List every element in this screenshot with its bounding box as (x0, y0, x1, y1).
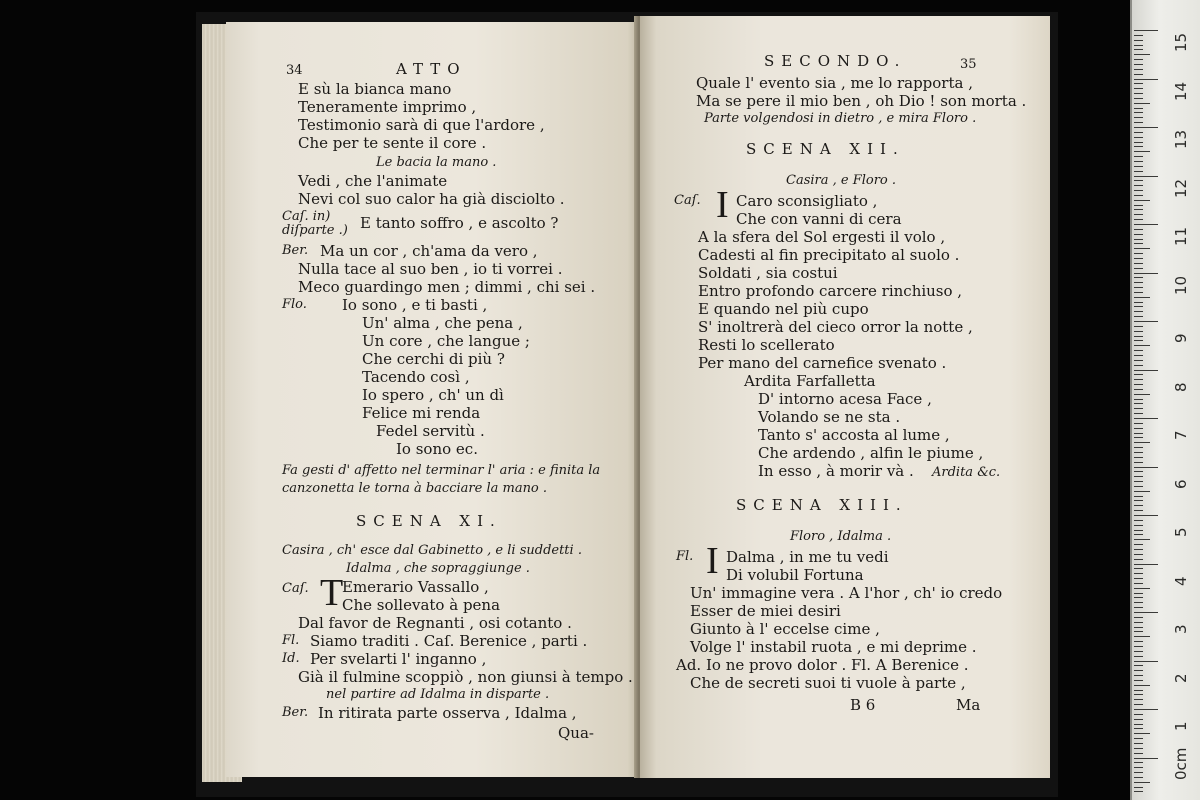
ruler-tick (1134, 374, 1143, 375)
ruler-tick (1134, 345, 1150, 346)
aria-line: D' intorno acesa Face , (758, 390, 932, 408)
ruler-tick (1134, 379, 1143, 380)
ruler-tick (1134, 525, 1143, 526)
verse-line: Nulla tace al suo ben , io ti vorrei . (298, 260, 563, 278)
verse-line: Teneramente imprimo , (298, 98, 477, 116)
ruler-tick (1134, 200, 1150, 201)
ruler-tick (1134, 544, 1143, 545)
ruler-tick (1134, 515, 1158, 516)
speaker-label: Ber. (282, 705, 309, 720)
ruler-tick (1134, 481, 1143, 482)
ruler-tick (1134, 253, 1143, 254)
measurement-ruler (1130, 0, 1200, 800)
verse-line: Cadesti al fin precipitato al suolo . (698, 246, 960, 264)
ruler-tick (1134, 597, 1143, 598)
ruler-tick (1134, 302, 1143, 303)
ruler-tick (1134, 263, 1143, 264)
ruler-tick (1134, 195, 1143, 196)
speaker-label: diſparte .) (282, 223, 348, 238)
ruler-tick (1134, 316, 1143, 317)
ruler-tick (1134, 340, 1143, 341)
scene-heading: SCENA XIII. (736, 496, 908, 514)
verse-line: E tanto soffro , e ascolto ? (360, 214, 559, 232)
drop-cap: I (716, 184, 729, 226)
speaker-label: Fl. (676, 549, 694, 564)
ruler-label: 12 (1172, 178, 1190, 198)
ruler-tick (1134, 287, 1143, 288)
verse-line: Di volubil Fortuna (726, 566, 864, 584)
ruler-tick (1134, 704, 1143, 705)
ruler-tick (1134, 690, 1143, 691)
ruler-tick (1134, 88, 1143, 89)
aria-line: Io sono , e ti basti , (342, 296, 488, 314)
ruler-tick (1134, 428, 1143, 429)
ruler-tick (1134, 268, 1143, 269)
ruler-tick (1134, 568, 1143, 569)
ruler-tick (1134, 748, 1143, 749)
drop-cap: I (706, 540, 719, 582)
aria-line: Io sono ec. (396, 440, 478, 458)
speaker-label: Fl. (282, 633, 300, 648)
verse-line: Quale l' evento sia , me lo rapporta , (696, 74, 973, 92)
running-head-left: ATTO (396, 60, 467, 78)
ruler-tick (1134, 326, 1143, 327)
verse-line: Che per te sente il core . (298, 134, 487, 152)
ruler-tick (1134, 733, 1150, 734)
ruler-tick (1134, 224, 1158, 225)
ruler-tick (1134, 142, 1143, 143)
ruler-tick (1134, 728, 1143, 729)
ruler-tick (1134, 166, 1143, 167)
verse-line: Soldati , sia costui (698, 264, 838, 282)
ruler-tick (1134, 486, 1143, 487)
aria-line: Io spero , ch' un dì (362, 386, 504, 404)
verse-line: Ad. Io ne provo dolor . Fl. A Berenice . (676, 656, 969, 674)
ruler-tick (1134, 239, 1143, 240)
ruler-tick (1134, 675, 1143, 676)
ruler-tick (1134, 520, 1143, 521)
ruler-tick (1134, 593, 1143, 594)
ruler-tick (1134, 112, 1143, 113)
ruler-tick (1134, 297, 1150, 298)
ruler-tick (1134, 156, 1143, 157)
ruler-label: 7 (1172, 430, 1190, 440)
ruler-tick (1134, 612, 1158, 613)
verse-line: Che de secreti suoi ti vuole à parte , (690, 674, 966, 692)
ruler-tick (1134, 467, 1158, 468)
verse-line: Giunto à l' eccelse cime , (690, 620, 880, 638)
ruler-label: 2 (1172, 672, 1190, 683)
ruler-tick (1134, 311, 1143, 312)
aria-refrain: Ardita &c. (932, 465, 1001, 480)
verse-line: E sù la bianca mano (298, 80, 452, 98)
ruler-tick (1134, 471, 1143, 472)
ruler-tick (1134, 617, 1143, 618)
signature-mark: B 6 (850, 696, 876, 714)
ruler-tick (1134, 714, 1143, 715)
speaker-label: Flo. (282, 297, 307, 312)
verse-line: S' inoltrerà del cieco orror la notte , (698, 318, 973, 336)
ruler-tick (1134, 336, 1143, 337)
ruler-tick (1134, 394, 1150, 395)
ruler-tick (1134, 171, 1143, 172)
ruler-tick (1134, 384, 1143, 385)
ruler-tick (1134, 665, 1143, 666)
ruler-label: 4 (1172, 575, 1190, 586)
aria-line: Che cerchi di più ? (362, 350, 505, 368)
stage-direction: Fa gesti d' affetto nel terminar l' aria : e finita la (282, 463, 601, 478)
ruler-tick (1134, 292, 1143, 293)
ruler-tick (1134, 40, 1143, 41)
ruler-tick (1134, 399, 1143, 400)
verse-line: Che con vanni di cera (736, 210, 902, 228)
cast-list: Floro , Idalma . (790, 529, 892, 544)
verse-line: Volge l' instabil ruota , e mi deprime . (690, 638, 977, 656)
aria-line: Felice mi renda (362, 404, 481, 422)
ruler-tick (1134, 661, 1158, 662)
ruler-tick (1134, 767, 1143, 768)
ruler-tick (1134, 433, 1143, 434)
ruler-tick (1134, 418, 1158, 419)
ruler-tick (1134, 491, 1150, 492)
catchword: Ma (956, 696, 981, 714)
ruler-tick (1134, 273, 1158, 274)
right-page (640, 16, 1050, 778)
verse-line: Un' immagine vera . A l'hor , ch' io credo (690, 584, 1003, 602)
verse-line: Ma se pere il mio ben , oh Dio ! son morta . (696, 92, 1027, 110)
ruler-tick (1134, 132, 1143, 133)
verse-line: Siamo traditi . Caſ. Berenice , parti . (310, 632, 588, 650)
ruler-label: 9 (1172, 333, 1190, 343)
ruler-tick (1134, 54, 1150, 55)
ruler-label: 0cm (1172, 747, 1190, 780)
ruler-tick (1134, 476, 1143, 477)
ruler-tick (1134, 505, 1143, 506)
ruler-tick (1134, 694, 1143, 695)
verse-line: Che sollevato à pena (342, 596, 501, 614)
cast-list: Casira , ch' esce dal Gabinetto , e li suddetti . (282, 543, 582, 558)
ruler-tick (1134, 365, 1143, 366)
ruler-tick (1134, 534, 1143, 535)
ruler-tick (1134, 234, 1143, 235)
ruler-tick (1134, 583, 1143, 584)
ruler-label: 11 (1172, 226, 1190, 246)
ruler-tick (1134, 772, 1143, 773)
ruler-tick (1134, 389, 1143, 390)
ruler-label: 14 (1172, 81, 1190, 101)
ruler-tick (1134, 229, 1143, 230)
ruler-tick (1134, 83, 1143, 84)
left-page (226, 22, 640, 777)
verse-line: Meco guardingo men ; dimmi , chi sei . (298, 278, 596, 296)
verse-line: Ma un cor , ch'ama da vero , (320, 242, 538, 260)
ruler-tick (1134, 670, 1143, 671)
ruler-tick (1134, 758, 1158, 759)
speaker-label: Caſ. (674, 193, 701, 208)
aria-line: Fedel servitù . (376, 422, 485, 440)
ruler-tick (1134, 738, 1143, 739)
cast-list: Casira , e Floro . (786, 173, 897, 188)
ruler-tick (1134, 137, 1143, 138)
ruler-tick (1134, 127, 1158, 128)
ruler-tick (1134, 306, 1143, 307)
ruler-tick (1134, 214, 1143, 215)
ruler-tick (1134, 74, 1143, 75)
ruler-tick (1134, 762, 1143, 763)
ruler-label: 15 (1172, 32, 1190, 52)
catchword: Qua- (558, 724, 594, 742)
ruler-tick (1134, 408, 1143, 409)
ruler-tick (1134, 258, 1143, 259)
ruler-tick (1134, 370, 1158, 371)
verse-line: Dal favor de Regnanti , osi cotanto . (298, 614, 572, 632)
ruler-label: 13 (1172, 129, 1190, 149)
ruler-tick (1134, 787, 1143, 788)
ruler-tick (1134, 437, 1143, 438)
stage-direction: canzonetta le torna à bacciare la mano . (282, 481, 548, 496)
ruler-tick (1134, 117, 1143, 118)
ruler-tick (1134, 282, 1143, 283)
ruler-tick (1134, 564, 1158, 565)
ruler-tick (1134, 646, 1143, 647)
scene-heading: SCENA XI. (356, 512, 502, 530)
aria-line: Ardita Farfalletta (744, 372, 876, 390)
ruler-label: 10 (1172, 275, 1190, 295)
ruler-tick (1134, 607, 1143, 608)
aria-line: Tanto s' accosta al lume , (758, 426, 950, 444)
ruler-tick (1134, 573, 1143, 574)
aria-line: Un' alma , che pena , (362, 314, 523, 332)
ruler-tick (1134, 559, 1143, 560)
aria-line: In esso , à morir và . (758, 462, 914, 480)
ruler-tick (1134, 554, 1143, 555)
speaker-label: Id. (282, 651, 300, 666)
ruler-label: 8 (1172, 381, 1190, 392)
ruler-tick (1134, 447, 1143, 448)
ruler-tick (1134, 243, 1143, 244)
scene-heading: SCENA XII. (746, 140, 905, 158)
ruler-tick (1134, 161, 1143, 162)
ruler-tick (1134, 549, 1143, 550)
ruler-tick (1134, 627, 1143, 628)
ruler-tick (1134, 219, 1143, 220)
ruler-tick (1134, 510, 1143, 511)
ruler-tick (1134, 331, 1143, 332)
ruler-tick (1134, 602, 1143, 603)
ruler-tick (1134, 496, 1143, 497)
ruler-tick (1134, 146, 1143, 147)
speaker-label: Caſ. (282, 581, 309, 596)
page-number-left: 34 (286, 63, 303, 78)
ruler-tick (1134, 530, 1143, 531)
ruler-tick (1134, 93, 1143, 94)
ruler-tick (1134, 69, 1143, 70)
ruler-tick (1134, 641, 1143, 642)
speaker-label: Ber. (282, 243, 309, 258)
ruler-tick (1134, 753, 1143, 754)
verse-line: Per mano del carnefice svenato . (698, 354, 947, 372)
ruler-tick (1134, 103, 1150, 104)
ruler-tick (1134, 462, 1143, 463)
ruler-tick (1134, 64, 1143, 65)
verse-line: Per svelarti l' inganno , (310, 650, 487, 668)
ruler-tick (1134, 782, 1150, 783)
ruler-tick (1134, 98, 1143, 99)
drop-cap: T (320, 572, 344, 614)
ruler-label: 5 (1172, 527, 1190, 537)
verse-line: Resti lo scellerato (698, 336, 835, 354)
ruler-tick (1134, 656, 1143, 657)
page-number-right: 35 (960, 57, 977, 72)
ruler-tick (1134, 791, 1143, 792)
aria-line: Un core , che langue ; (362, 332, 530, 350)
ruler-tick (1134, 413, 1143, 414)
ruler-tick (1134, 685, 1150, 686)
ruler-tick (1134, 777, 1143, 778)
ruler-label: 3 (1172, 624, 1190, 634)
ruler-tick (1134, 500, 1143, 501)
verse-line: In ritirata parte osserva , Idalma , (318, 704, 577, 722)
ruler-tick (1134, 539, 1150, 540)
verse-line: Caro sconsigliato , (736, 192, 878, 210)
verse-line: Esser de miei desiri (690, 602, 841, 620)
verse-line: Emerario Vassallo , (342, 578, 489, 596)
running-head-right: SECONDO. (764, 52, 907, 70)
aria-line: Tacendo così , (362, 368, 470, 386)
ruler-tick (1134, 719, 1143, 720)
ruler-tick (1134, 108, 1143, 109)
ruler-tick (1134, 35, 1143, 36)
ruler-tick (1134, 709, 1158, 710)
ruler-tick (1134, 423, 1143, 424)
verse-line: Già il fulmine scoppiò , non giunsi à tempo . (298, 668, 633, 686)
ruler-tick (1134, 636, 1150, 637)
ruler-label: 6 (1172, 478, 1190, 489)
stage-direction: Parte volgendosi in dietro , e mira Floro . (704, 111, 977, 126)
ruler-tick (1134, 699, 1143, 700)
ruler-label: 1 (1172, 721, 1190, 731)
ruler-tick (1134, 122, 1143, 123)
ruler-tick (1134, 743, 1143, 744)
ruler-tick (1134, 45, 1143, 46)
ruler-tick (1134, 59, 1143, 60)
ruler-tick (1134, 30, 1158, 31)
ruler-tick (1134, 622, 1143, 623)
stage-direction: Le bacia la mano . (376, 155, 497, 170)
ruler-tick (1134, 176, 1158, 177)
ruler-tick (1134, 277, 1143, 278)
verse-line: Entro profondo carcere rinchiuso , (698, 282, 963, 300)
verse-line: Nevi col suo calor ha già disciolto . (298, 190, 565, 208)
ruler-tick (1134, 442, 1150, 443)
ruler-tick (1134, 651, 1143, 652)
ruler-tick (1134, 321, 1158, 322)
ruler-tick (1134, 578, 1143, 579)
ruler-tick (1134, 180, 1143, 181)
ruler-tick (1134, 724, 1143, 725)
ruler-tick (1134, 350, 1143, 351)
ruler-tick (1134, 190, 1143, 191)
ruler-tick (1134, 49, 1143, 50)
ruler-tick (1134, 151, 1150, 152)
ruler-tick (1134, 403, 1143, 404)
cast-list: Idalma , che sopraggiunge . (346, 561, 530, 576)
verse-line: Dalma , in me tu vedi (726, 548, 889, 566)
ruler-tick (1134, 360, 1143, 361)
ruler-tick (1134, 185, 1143, 186)
ruler-tick (1134, 209, 1143, 210)
verse-line: Testimonio sarà di que l'ardore , (298, 116, 545, 134)
ruler-tick (1134, 355, 1143, 356)
ruler-tick (1134, 452, 1143, 453)
ruler-tick (1134, 205, 1143, 206)
verse-line: A la sfera del Sol ergesti il volo , (698, 228, 946, 246)
aria-line: Volando se ne sta . (758, 408, 901, 426)
ruler-tick (1134, 680, 1143, 681)
ruler-tick (1134, 588, 1150, 589)
ruler-tick (1134, 457, 1143, 458)
ruler-tick (1134, 79, 1158, 80)
verse-line: Vedi , che l'animate (298, 172, 448, 190)
ruler-tick (1134, 631, 1143, 632)
aria-line: Che ardendo , alfin le piume , (758, 444, 984, 462)
stage-direction: nel partire ad Idalma in disparte . (326, 687, 550, 702)
ruler-tick (1134, 248, 1150, 249)
speaker-label: Caſ. in) (282, 209, 331, 224)
verse-line: E quando nel più cupo (698, 300, 869, 318)
